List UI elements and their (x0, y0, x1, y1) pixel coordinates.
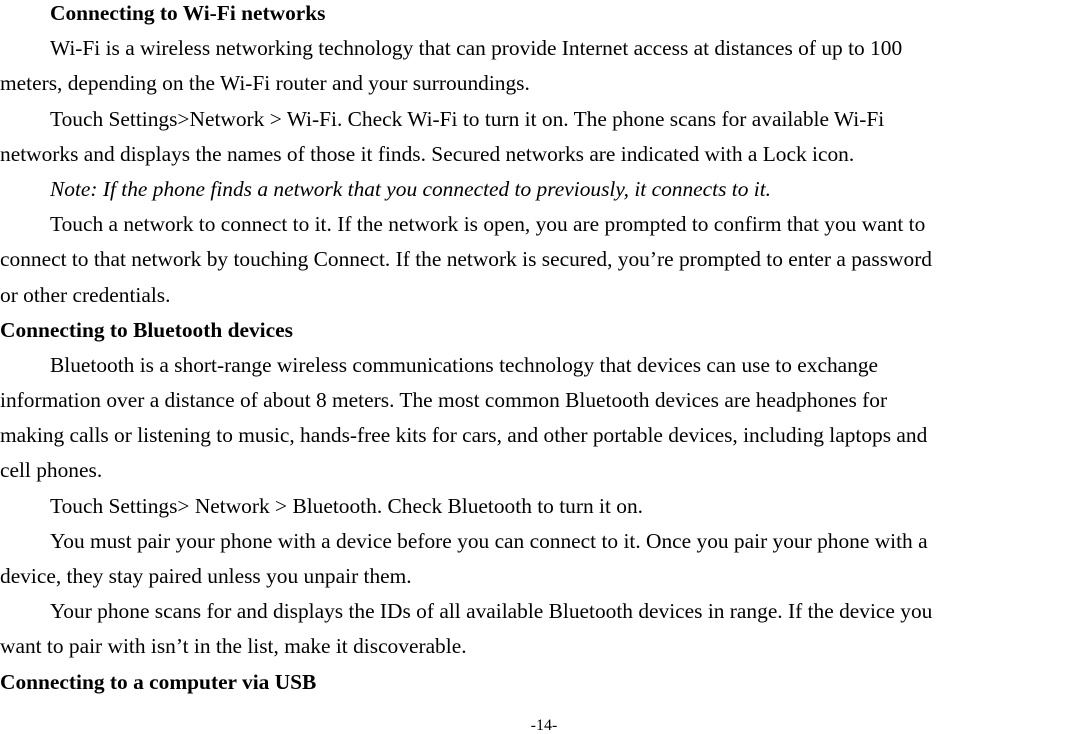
paragraph-line: cell phones. (0, 458, 103, 483)
paragraph-line: want to pair with isn’t in the list, make it discoverable. (0, 634, 467, 659)
paragraph-line: information over a distance of about 8 meters. The most common Bluetooth devices are headphones for (0, 388, 888, 413)
paragraph-line: Touch a network to connect to it. If the network is open, you are prompted to confirm that you want to (50, 212, 926, 237)
paragraph-line: You must pair your phone with a device before you can connect to it. Once you pair your phone with a (50, 528, 928, 553)
page-number: -14- (530, 717, 558, 734)
paragraph-line: or other credentials. (0, 282, 171, 307)
note-line: Note: If the phone finds a network that you connected to previously, it connects to it. (50, 176, 771, 201)
paragraph-line: making calls or listening to music, hands-free kits for cars, and other portable devices, including laptops and (0, 423, 928, 448)
paragraph-line: Wi-Fi is a wireless networking technology that can provide Internet access at distances of up to 100 (50, 36, 903, 61)
paragraph-line: Touch Settings> Network > Bluetooth. Check Bluetooth to turn it on. (50, 493, 643, 518)
heading-bluetooth: Connecting to Bluetooth devices (0, 317, 293, 342)
paragraph-line: Touch Settings>Network > Wi-Fi. Check Wi-Fi to turn it on. The phone scans for available Wi-Fi (50, 106, 885, 131)
paragraph-line: device, they stay paired unless you unpair them. (0, 564, 412, 588)
paragraph-line: Your phone scans for and displays the IDs of all available Bluetooth devices in range. If the device you (50, 599, 933, 624)
paragraph-line: networks and displays the names of those it finds. Secured networks are indicated with a Lock icon. (0, 141, 855, 166)
paragraph-line: Bluetooth is a short-range wireless communications technology that devices can use to exchange (50, 352, 879, 377)
paragraph-line: meters, depending on the Wi-Fi router and your surroundings. (0, 71, 530, 96)
heading-usb: Connecting to a computer via USB (0, 669, 317, 694)
paragraph-line: connect to that network by touching Connect. If the network is secured, you’re prompted to enter a password (0, 247, 933, 272)
heading-wifi: Connecting to Wi-Fi networks (50, 1, 326, 25)
